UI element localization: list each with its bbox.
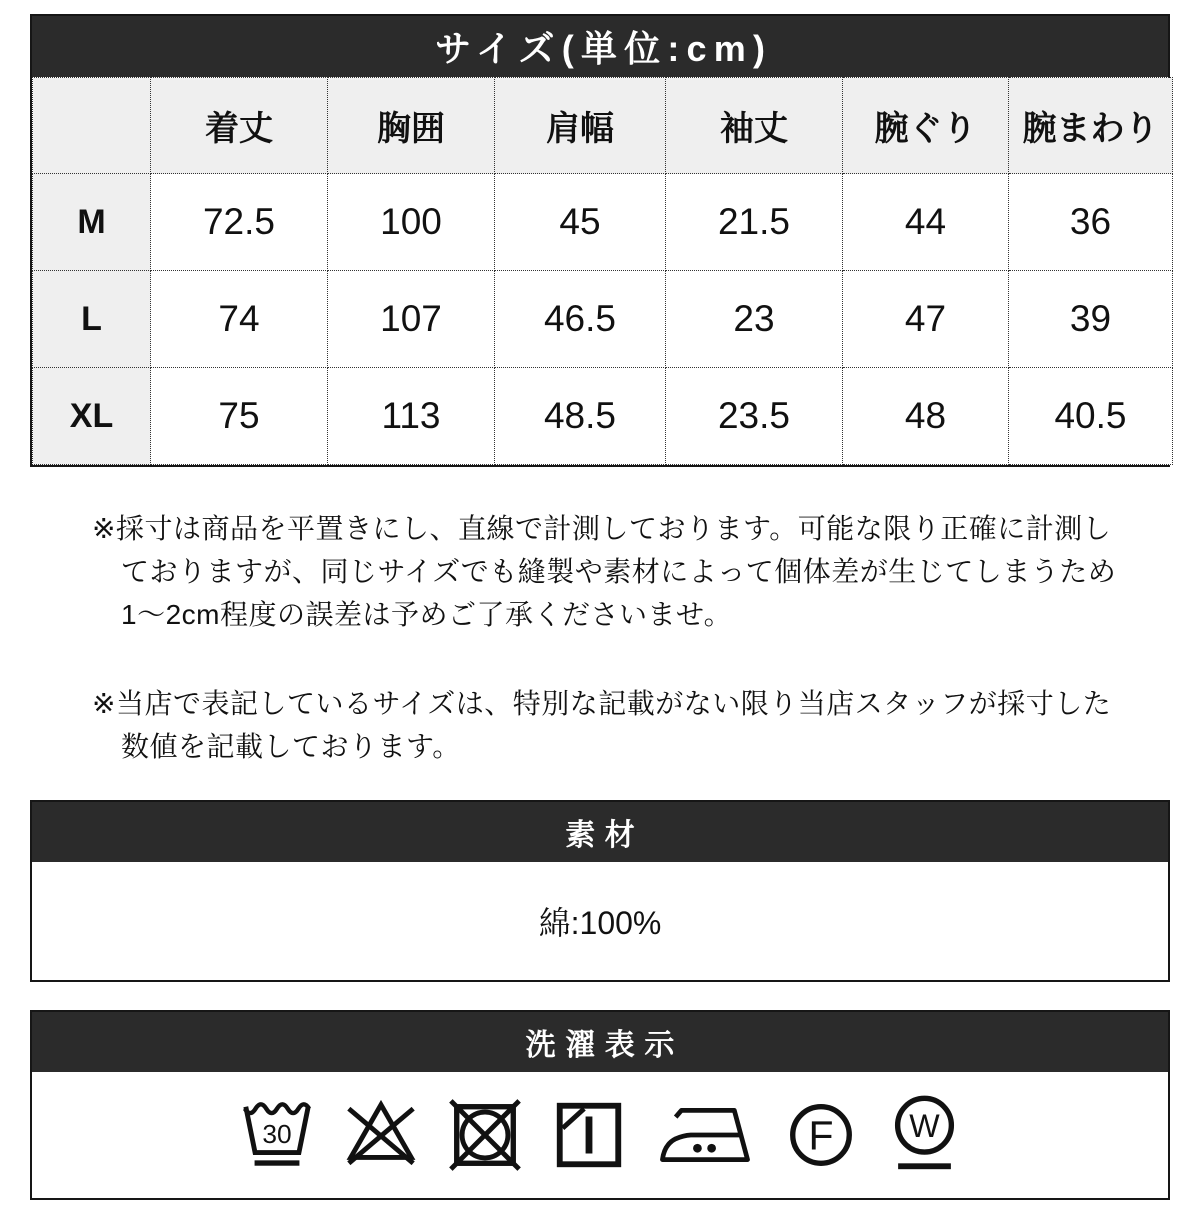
care-icons-row — [32, 1072, 1168, 1198]
cell-value: 100 — [328, 174, 495, 271]
material-title: 素材 — [565, 819, 645, 852]
product-size-spec-page — [0, 14, 1200, 1214]
material-title-bar — [32, 802, 1168, 862]
size-label: L — [33, 271, 151, 368]
cell-value: 46.5 — [495, 271, 666, 368]
hang-dry-in-shade-icon — [549, 1096, 629, 1174]
iron-medium-icon — [653, 1096, 757, 1174]
cell-value: 48 — [843, 368, 1009, 465]
column-header-armhole: 腕ぐり — [843, 78, 1009, 174]
care-title-bar — [32, 1012, 1168, 1072]
size-label: M — [33, 174, 151, 271]
cell-value: 40.5 — [1009, 368, 1173, 465]
column-header-body-length: 着丈 — [151, 78, 328, 174]
size-table-title: サイズ(単位:cm) — [435, 28, 773, 69]
svg-text:30: 30 — [261, 1118, 292, 1149]
cell-value: 72.5 — [151, 174, 328, 271]
cell-value: 36 — [1009, 174, 1173, 271]
size-label: XL — [33, 368, 151, 465]
note-line: ※採寸は商品を平置きにし、直線で計測しております。可能な限り正確に計測し — [92, 513, 1112, 544]
measurement-notes — [92, 507, 1160, 768]
wash-30-gentle-icon — [237, 1096, 317, 1174]
material-body — [32, 862, 1168, 980]
cell-value: 45 — [495, 174, 666, 271]
cell-value: 74 — [151, 271, 328, 368]
care-title: 洗濯表示 — [525, 1029, 684, 1062]
cell-value: 23.5 — [666, 368, 843, 465]
column-header-sleeve: 袖丈 — [666, 78, 843, 174]
corner-cell — [33, 78, 151, 174]
do-not-tumble-dry-icon — [445, 1096, 525, 1174]
size-row-xl — [33, 368, 1173, 465]
cell-value: 23 — [666, 271, 843, 368]
size-table-header-row — [33, 78, 1173, 174]
size-table-title-bar — [32, 16, 1168, 77]
column-header-shoulder: 肩幅 — [495, 78, 666, 174]
material-value: 綿:100% — [538, 905, 662, 941]
note-line: 数値を記載しております。 — [121, 731, 461, 762]
dry-clean-petroleum-icon — [781, 1096, 861, 1174]
measurement-disclaimer-note — [92, 507, 1160, 636]
size-row-l — [33, 271, 1173, 368]
cell-value: 107 — [328, 271, 495, 368]
svg-text:F: F — [807, 1112, 834, 1159]
cell-value: 39 — [1009, 271, 1173, 368]
size-row-m — [33, 174, 1173, 271]
column-header-chest: 胸囲 — [328, 78, 495, 174]
material-section — [30, 800, 1170, 982]
note-line: ておりますが、同じサイズでも縫製や素材によって個体差が生じてしまうため — [121, 556, 1117, 587]
do-not-bleach-icon — [341, 1096, 421, 1174]
svg-text:W: W — [908, 1107, 940, 1144]
cell-value: 44 — [843, 174, 1009, 271]
column-header-arm-circumference: 腕まわり — [1009, 78, 1173, 174]
size-table-section — [30, 14, 1170, 467]
size-table — [32, 77, 1173, 465]
cell-value: 21.5 — [666, 174, 843, 271]
cell-value: 48.5 — [495, 368, 666, 465]
cell-value: 113 — [328, 368, 495, 465]
note-line: ※当店で表記しているサイズは、特別な記載がない限り当店スタッフが採寸した — [92, 688, 1112, 719]
staff-measured-note — [92, 682, 1160, 768]
note-line: 1〜2cm程度の誤差は予めご了承くださいませ。 — [121, 599, 733, 630]
cell-value: 47 — [843, 271, 1009, 368]
care-section — [30, 1010, 1170, 1200]
cell-value: 75 — [151, 368, 328, 465]
wet-clean-gentle-icon — [885, 1093, 964, 1177]
